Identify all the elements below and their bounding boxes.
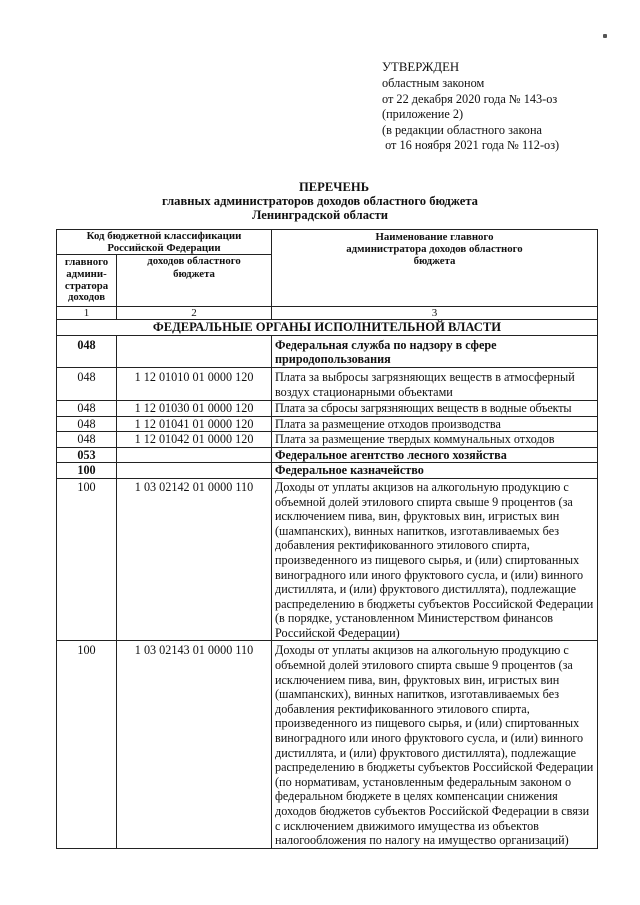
- header-code-group: Код бюджетной классификации Российской Федерации: [57, 230, 272, 255]
- admin-code: 048: [57, 335, 117, 367]
- table-row: [57, 400, 598, 416]
- table-row: [57, 367, 598, 400]
- section-title: ФЕДЕРАЛЬНЫЕ ОРГАНЫ ИСПОЛНИТЕЛЬНОЙ ВЛАСТИ: [57, 319, 598, 335]
- admin-code: 100: [57, 478, 117, 641]
- column-number: 3: [272, 306, 598, 319]
- header-admin: главного админи-стратора доходов: [57, 255, 117, 306]
- document-title: [0, 181, 640, 222]
- admin-code: 053: [57, 447, 117, 463]
- income-name: Плата за размещение отходов производства: [272, 416, 598, 432]
- income-name: Плата за выбросы загрязняющих веществ в атмосферный воздух стационарными объектами: [272, 367, 598, 400]
- income-name: Доходы от уплаты акцизов на алкогольную продукцию с объемной долей этилового спирта свыше 9 процентов (за исключением пива, вин, фруктовых вин, игристых вин (шампанских), винных напитков, изготавливаемых без добавления ректификованного этилового спирта, произведенного из пищевого сырья, и (или) спиртованных виноградного или иного фруктового сусла, и (или) винного дистиллята, и (или) фруктового дистиллята), подлежащие распределению в бюджеты субъектов Российской Федерации (в порядке, установленном Министерством финансов Российской Федерации): [272, 478, 598, 641]
- approval-line: (в редакции областного закона: [382, 122, 542, 137]
- approval-line: (приложение 2): [382, 107, 464, 122]
- title-line-1: ПЕРЕЧЕНЬ: [298, 180, 370, 194]
- scan-mark: [603, 34, 607, 38]
- title-line-3: Ленинградской области: [251, 207, 389, 222]
- income-code: [117, 463, 272, 479]
- approval-line: от 22 декабря 2020 года № 143-оз: [382, 91, 558, 106]
- column-number: 1: [57, 306, 117, 319]
- income-code: [117, 335, 272, 367]
- approval-heading: УТВЕРЖДЕН: [382, 60, 460, 74]
- income-name: Доходы от уплаты акцизов на алкогольную продукцию с объемной долей этилового спирта свыше 9 процентов (за исключением пива, вин, фруктовых вин, игристых вин (шампанских), винных напитков, изготавливаемых без добавления ректификованного этилового спирта, произведенного из пищевого сырья, и (или) спиртованных виноградного или иного фруктового сусла, и (или) винного дистиллята, и (или) фруктового дистиллята), подлежащие распределению в бюджеты субъектов Российской Федерации (по нормативам, установленным федеральным законом о федеральном бюджете в целях компенсации снижения доходов бюджетов субъектов Российской Федерации в связи с исключением движимого имущества из объектов налогообложения по налогу на имущество организаций): [272, 641, 598, 848]
- header-name: Наименование главного администратора доходов областного бюджета: [272, 230, 598, 307]
- header-income: доходов областного бюджета: [117, 255, 272, 306]
- approval-line: от 16 ноября 2021 года № 112-оз): [382, 138, 560, 153]
- table-row: [57, 641, 598, 848]
- table-row: [57, 432, 598, 448]
- approval-line: областным законом: [382, 76, 485, 91]
- income-code: 1 12 01041 01 0000 120: [117, 416, 272, 432]
- admin-code: 048: [57, 400, 117, 416]
- income-code: 1 12 01042 01 0000 120: [117, 432, 272, 448]
- table-row: [57, 478, 598, 641]
- table-header-row: [57, 230, 598, 255]
- table-row: [57, 416, 598, 432]
- admin-name: Федеральная служба по надзору в сфере природопользования: [272, 335, 598, 367]
- admin-code: 100: [57, 463, 117, 479]
- admin-code: 048: [57, 416, 117, 432]
- table-row: [57, 463, 598, 479]
- admin-code: 100: [57, 641, 117, 848]
- admin-code: 048: [57, 432, 117, 448]
- table-row: [57, 335, 598, 367]
- admin-name: Федеральное казначейство: [272, 463, 598, 479]
- approval-stamp: [382, 60, 559, 153]
- income-code: 1 12 01010 01 0000 120: [117, 367, 272, 400]
- table-row: [57, 447, 598, 463]
- income-code: 1 12 01030 01 0000 120: [117, 400, 272, 416]
- income-code: 1 03 02142 01 0000 110: [117, 478, 272, 641]
- income-name: Плата за сбросы загрязняющих веществ в водные объекты: [272, 400, 598, 416]
- income-code: [117, 447, 272, 463]
- admin-name: Федеральное агентство лесного хозяйства: [272, 447, 598, 463]
- section-row: [57, 319, 598, 335]
- income-name: Плата за размещение твердых коммунальных отходов: [272, 432, 598, 448]
- column-number-row: [57, 306, 598, 319]
- column-number: 2: [117, 306, 272, 319]
- title-line-2: главных администраторов доходов областного бюджета: [162, 193, 478, 208]
- administrators-table: [56, 229, 598, 849]
- income-code: 1 03 02143 01 0000 110: [117, 641, 272, 848]
- admin-code: 048: [57, 367, 117, 400]
